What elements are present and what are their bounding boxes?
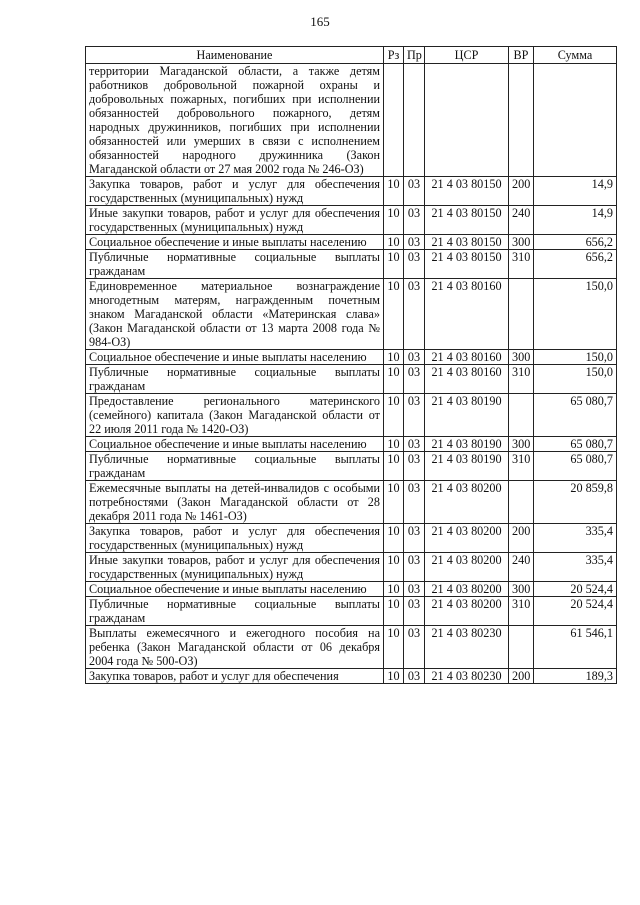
cell-sum: 150,0 <box>534 365 617 394</box>
cell-rz: 10 <box>384 394 404 437</box>
cell-rz: 10 <box>384 524 404 553</box>
cell-pr: 03 <box>404 452 425 481</box>
cell-pr: 03 <box>404 626 425 669</box>
column-header-name: Наименование <box>86 47 384 64</box>
cell-name: Публичные нормативные социальные выплаты гражданам <box>86 250 384 279</box>
cell-csr: 21 4 03 80200 <box>425 524 509 553</box>
cell-csr: 21 4 03 80230 <box>425 669 509 684</box>
cell-pr: 03 <box>404 669 425 684</box>
cell-csr: 21 4 03 80200 <box>425 582 509 597</box>
table-row <box>86 437 617 452</box>
cell-pr: 03 <box>404 582 425 597</box>
cell-name: Закупка товаров, работ и услуг для обеспечения государственных (муниципальных) нужд <box>86 524 384 553</box>
column-header-sum: Сумма <box>534 47 617 64</box>
cell-vr: 300 <box>509 437 534 452</box>
cell-pr: 03 <box>404 177 425 206</box>
cell-rz: 10 <box>384 235 404 250</box>
cell-csr: 21 4 03 80190 <box>425 394 509 437</box>
table-row <box>86 481 617 524</box>
table-row <box>86 394 617 437</box>
table-body <box>86 64 617 684</box>
cell-csr: 21 4 03 80190 <box>425 452 509 481</box>
cell-pr: 03 <box>404 206 425 235</box>
cell-csr: 21 4 03 80160 <box>425 365 509 394</box>
cell-vr <box>509 394 534 437</box>
cell-sum: 14,9 <box>534 206 617 235</box>
cell-vr: 200 <box>509 177 534 206</box>
cell-csr: 21 4 03 80200 <box>425 553 509 582</box>
cell-csr: 21 4 03 80200 <box>425 481 509 524</box>
cell-rz: 10 <box>384 250 404 279</box>
cell-rz: 10 <box>384 452 404 481</box>
cell-csr: 21 4 03 80150 <box>425 206 509 235</box>
cell-sum: 150,0 <box>534 279 617 350</box>
cell-rz: 10 <box>384 481 404 524</box>
cell-name: Публичные нормативные социальные выплаты гражданам <box>86 365 384 394</box>
cell-pr: 03 <box>404 365 425 394</box>
cell-rz: 10 <box>384 350 404 365</box>
cell-sum: 656,2 <box>534 235 617 250</box>
cell-csr: 21 4 03 80160 <box>425 279 509 350</box>
cell-sum: 189,3 <box>534 669 617 684</box>
cell-rz: 10 <box>384 582 404 597</box>
cell-name: Публичные нормативные социальные выплаты гражданам <box>86 597 384 626</box>
cell-name: Социальное обеспечение и иные выплаты населению <box>86 235 384 250</box>
cell-name: Единовременное материальное вознаграждение многодетным матерям, награжденным почетным знаком Магаданской области «Материнская слава» (Закон Магаданской области от 13 марта 2008 года № 984-ОЗ) <box>86 279 384 350</box>
table-row <box>86 64 617 177</box>
cell-csr: 21 4 03 80230 <box>425 626 509 669</box>
cell-pr: 03 <box>404 481 425 524</box>
cell-sum: 61 546,1 <box>534 626 617 669</box>
cell-vr: 310 <box>509 250 534 279</box>
cell-pr: 03 <box>404 394 425 437</box>
cell-vr: 310 <box>509 365 534 394</box>
table-row <box>86 365 617 394</box>
cell-rz: 10 <box>384 206 404 235</box>
cell-rz: 10 <box>384 279 404 350</box>
cell-rz <box>384 64 404 177</box>
cell-vr <box>509 64 534 177</box>
cell-name: Выплаты ежемесячного и ежегодного пособия на ребенка (Закон Магаданской области от 06 декабря 2004 года № 500-ОЗ) <box>86 626 384 669</box>
table-row <box>86 626 617 669</box>
table-row <box>86 250 617 279</box>
table-row <box>86 597 617 626</box>
cell-pr: 03 <box>404 279 425 350</box>
table-row <box>86 452 617 481</box>
cell-csr: 21 4 03 80150 <box>425 250 509 279</box>
cell-name: территории Магаданской области, а также детям работников добровольной пожарной охраны и добровольных пожарных, погибших при исполнении обязанностей добровольного пожарного, детям народных дружинников, погибших при исполнении обязанностей или умерших в связи с исполнением обязанностей народного дружинника (Закон Магаданской области от 27 мая 2002 года № 246-ОЗ) <box>86 64 384 177</box>
cell-csr: 21 4 03 80160 <box>425 350 509 365</box>
cell-sum: 656,2 <box>534 250 617 279</box>
cell-rz: 10 <box>384 597 404 626</box>
cell-vr: 300 <box>509 582 534 597</box>
table-row <box>86 177 617 206</box>
cell-csr <box>425 64 509 177</box>
cell-vr: 200 <box>509 669 534 684</box>
cell-name: Социальное обеспечение и иные выплаты населению <box>86 582 384 597</box>
cell-csr: 21 4 03 80150 <box>425 235 509 250</box>
column-header-pr: Пр <box>404 47 425 64</box>
cell-vr: 310 <box>509 597 534 626</box>
page-number: 165 <box>310 14 330 29</box>
cell-sum: 65 080,7 <box>534 394 617 437</box>
cell-name: Закупка товаров, работ и услуг для обеспечения государственных (муниципальных) нужд <box>86 177 384 206</box>
cell-sum: 65 080,7 <box>534 437 617 452</box>
table-row <box>86 553 617 582</box>
cell-name: Иные закупки товаров, работ и услуг для обеспечения государственных (муниципальных) нужд <box>86 206 384 235</box>
table-row <box>86 669 617 684</box>
cell-csr: 21 4 03 80190 <box>425 437 509 452</box>
cell-vr: 310 <box>509 452 534 481</box>
column-header-rz: Рз <box>384 47 404 64</box>
cell-pr: 03 <box>404 437 425 452</box>
cell-rz: 10 <box>384 669 404 684</box>
cell-vr <box>509 481 534 524</box>
cell-pr <box>404 64 425 177</box>
cell-vr: 200 <box>509 524 534 553</box>
table-row <box>86 524 617 553</box>
cell-sum: 65 080,7 <box>534 452 617 481</box>
table-row <box>86 582 617 597</box>
cell-pr: 03 <box>404 553 425 582</box>
cell-name: Ежемесячные выплаты на детей-инвалидов с особыми потребностями (Закон Магаданской области от 28 декабря 2011 года № 1461-ОЗ) <box>86 481 384 524</box>
table-row <box>86 206 617 235</box>
cell-sum: 20 524,4 <box>534 582 617 597</box>
cell-vr: 240 <box>509 553 534 582</box>
cell-vr: 240 <box>509 206 534 235</box>
cell-sum: 20 859,8 <box>534 481 617 524</box>
cell-sum: 150,0 <box>534 350 617 365</box>
cell-rz: 10 <box>384 177 404 206</box>
cell-sum: 335,4 <box>534 524 617 553</box>
column-header-vr: ВР <box>509 47 534 64</box>
cell-rz: 10 <box>384 437 404 452</box>
table-row <box>86 235 617 250</box>
cell-sum <box>534 64 617 177</box>
cell-pr: 03 <box>404 524 425 553</box>
cell-vr: 300 <box>509 235 534 250</box>
cell-name: Социальное обеспечение и иные выплаты населению <box>86 350 384 365</box>
cell-rz: 10 <box>384 626 404 669</box>
cell-pr: 03 <box>404 597 425 626</box>
cell-vr <box>509 279 534 350</box>
cell-name: Публичные нормативные социальные выплаты гражданам <box>86 452 384 481</box>
cell-sum: 20 524,4 <box>534 597 617 626</box>
cell-name: Закупка товаров, работ и услуг для обеспечения <box>86 669 384 684</box>
table-row <box>86 279 617 350</box>
cell-pr: 03 <box>404 250 425 279</box>
cell-name: Социальное обеспечение и иные выплаты населению <box>86 437 384 452</box>
cell-rz: 10 <box>384 365 404 394</box>
cell-vr <box>509 626 534 669</box>
table-header-row <box>86 47 617 64</box>
cell-rz: 10 <box>384 553 404 582</box>
budget-table <box>85 46 617 684</box>
table-row <box>86 350 617 365</box>
cell-pr: 03 <box>404 350 425 365</box>
cell-csr: 21 4 03 80200 <box>425 597 509 626</box>
cell-vr: 300 <box>509 350 534 365</box>
column-header-csr: ЦСР <box>425 47 509 64</box>
cell-csr: 21 4 03 80150 <box>425 177 509 206</box>
cell-sum: 14,9 <box>534 177 617 206</box>
cell-sum: 335,4 <box>534 553 617 582</box>
cell-name: Иные закупки товаров, работ и услуг для обеспечения государственных (муниципальных) нужд <box>86 553 384 582</box>
cell-name: Предоставление регионального материнского (семейного) капитала (Закон Магаданской области от 22 июля 2011 года № 1420-ОЗ) <box>86 394 384 437</box>
cell-pr: 03 <box>404 235 425 250</box>
